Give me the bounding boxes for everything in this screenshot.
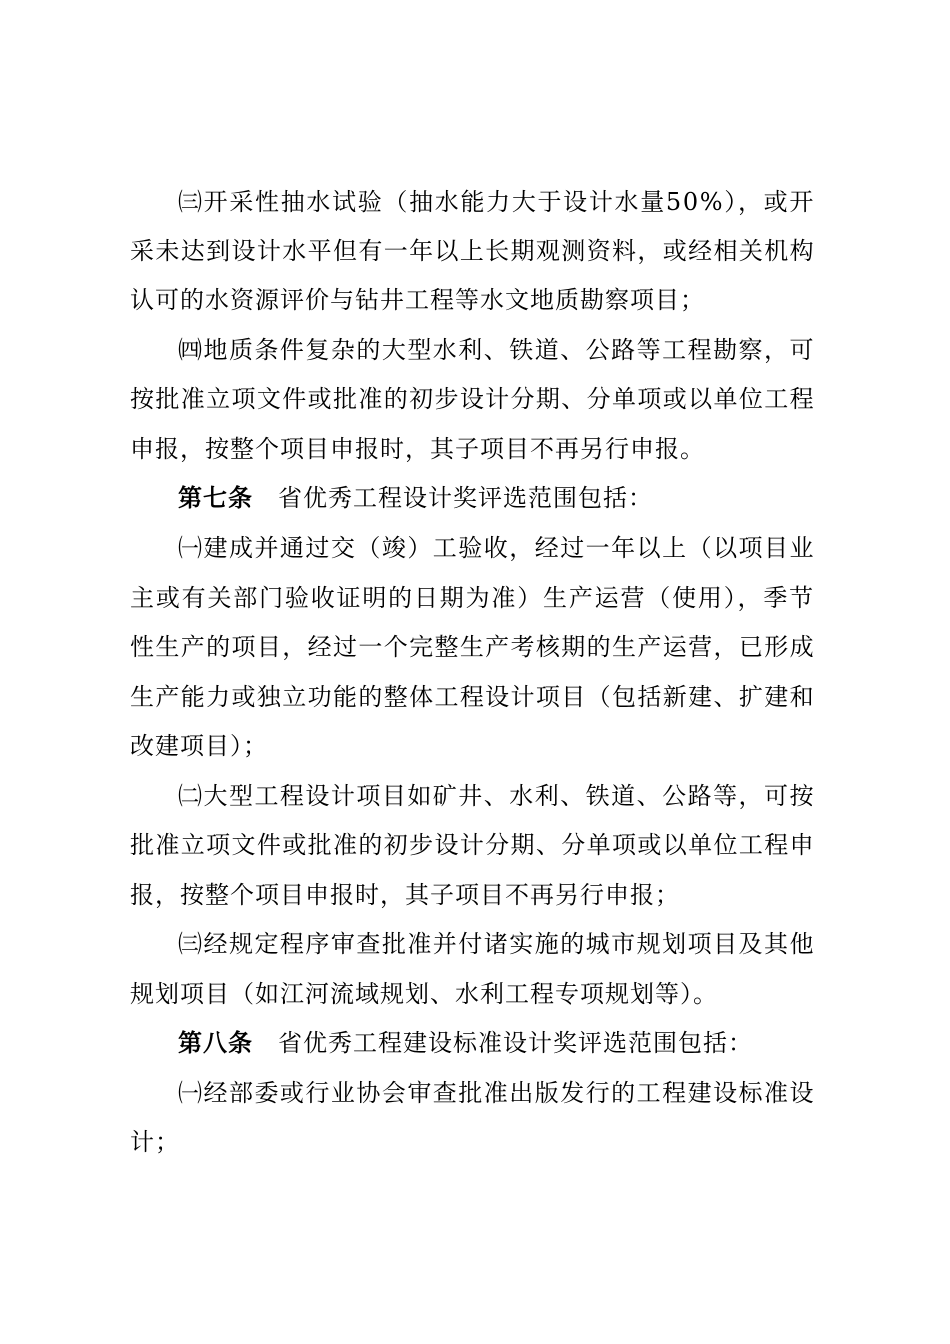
line-text: 性生产的项目，经过一个完整生产考核期的生产运营，已形成: [130, 633, 815, 661]
line-text: 计；: [130, 1128, 180, 1156]
article-number: 第八条: [178, 1029, 253, 1057]
paragraph-line: [0, 828, 950, 862]
article-heading-line: [0, 1026, 950, 1060]
line-text: ㈢开采性抽水试验（抽水能力大于设计水量50%），或开: [178, 188, 815, 216]
paragraph-line: [0, 1076, 950, 1110]
line-text: ㈣地质条件复杂的大型水利、铁道、公路等工程勘察，可: [178, 336, 815, 364]
line-text: 认可的水资源评价与钻井工程等水文地质勘察项目；: [130, 286, 705, 314]
paragraph-line: [0, 382, 950, 416]
paragraph-line: [0, 581, 950, 615]
paragraph-line: [0, 630, 950, 664]
line-text: ㈠经部委或行业协会审查批准出版发行的工程建设标准设: [178, 1079, 815, 1107]
line-text: 采未达到设计水平但有一年以上长期观测资料，或经相关机构: [130, 237, 815, 265]
paragraph-line: [0, 333, 950, 367]
article-heading-line: [0, 481, 950, 515]
paragraph-line: [0, 680, 950, 714]
line-text: 省优秀工程建设标准设计奖评选范围包括：: [253, 1029, 753, 1057]
line-text: ㈡大型工程设计项目如矿井、水利、铁道、公路等，可按: [178, 782, 815, 810]
paragraph-line: [0, 779, 950, 813]
line-text: 规划项目（如江河流域规划、水利工程专项规划等）。: [130, 980, 718, 1008]
line-text: 报，按整个项目申报时，其子项目不再另行申报；: [130, 881, 680, 909]
paragraph-line: [0, 977, 950, 1011]
line-text: 省优秀工程设计奖评选范围包括：: [253, 484, 653, 512]
paragraph-line: [0, 283, 950, 317]
line-text: 批准立项文件或批准的初步设计分期、分单项或以单位工程申: [130, 831, 815, 859]
paragraph-line: [0, 185, 950, 219]
paragraph-line: [0, 729, 950, 763]
line-text: ㈠建成并通过交（竣）工验收，经过一年以上（以项目业: [178, 534, 815, 562]
article-number: 第七条: [178, 484, 253, 512]
paragraph-line: [0, 927, 950, 961]
paragraph-line: [0, 878, 950, 912]
line-text: ㈢经规定程序审查批准并付诸实施的城市规划项目及其他: [178, 930, 815, 958]
line-text: 按批准立项文件或批准的初步设计分期、分单项或以单位工程: [130, 385, 815, 413]
line-text: 申报，按整个项目申报时，其子项目不再另行申报。: [130, 435, 705, 463]
paragraph-line: [0, 1125, 950, 1159]
line-text: 生产能力或独立功能的整体工程设计项目（包括新建、扩建和: [130, 683, 815, 711]
paragraph-line: [0, 234, 950, 268]
paragraph-line: [0, 432, 950, 466]
paragraph-line: [0, 531, 950, 565]
line-text: 主或有关部门验收证明的日期为准）生产运营（使用），季节: [130, 584, 815, 612]
line-text: 改建项目）；: [130, 732, 268, 760]
